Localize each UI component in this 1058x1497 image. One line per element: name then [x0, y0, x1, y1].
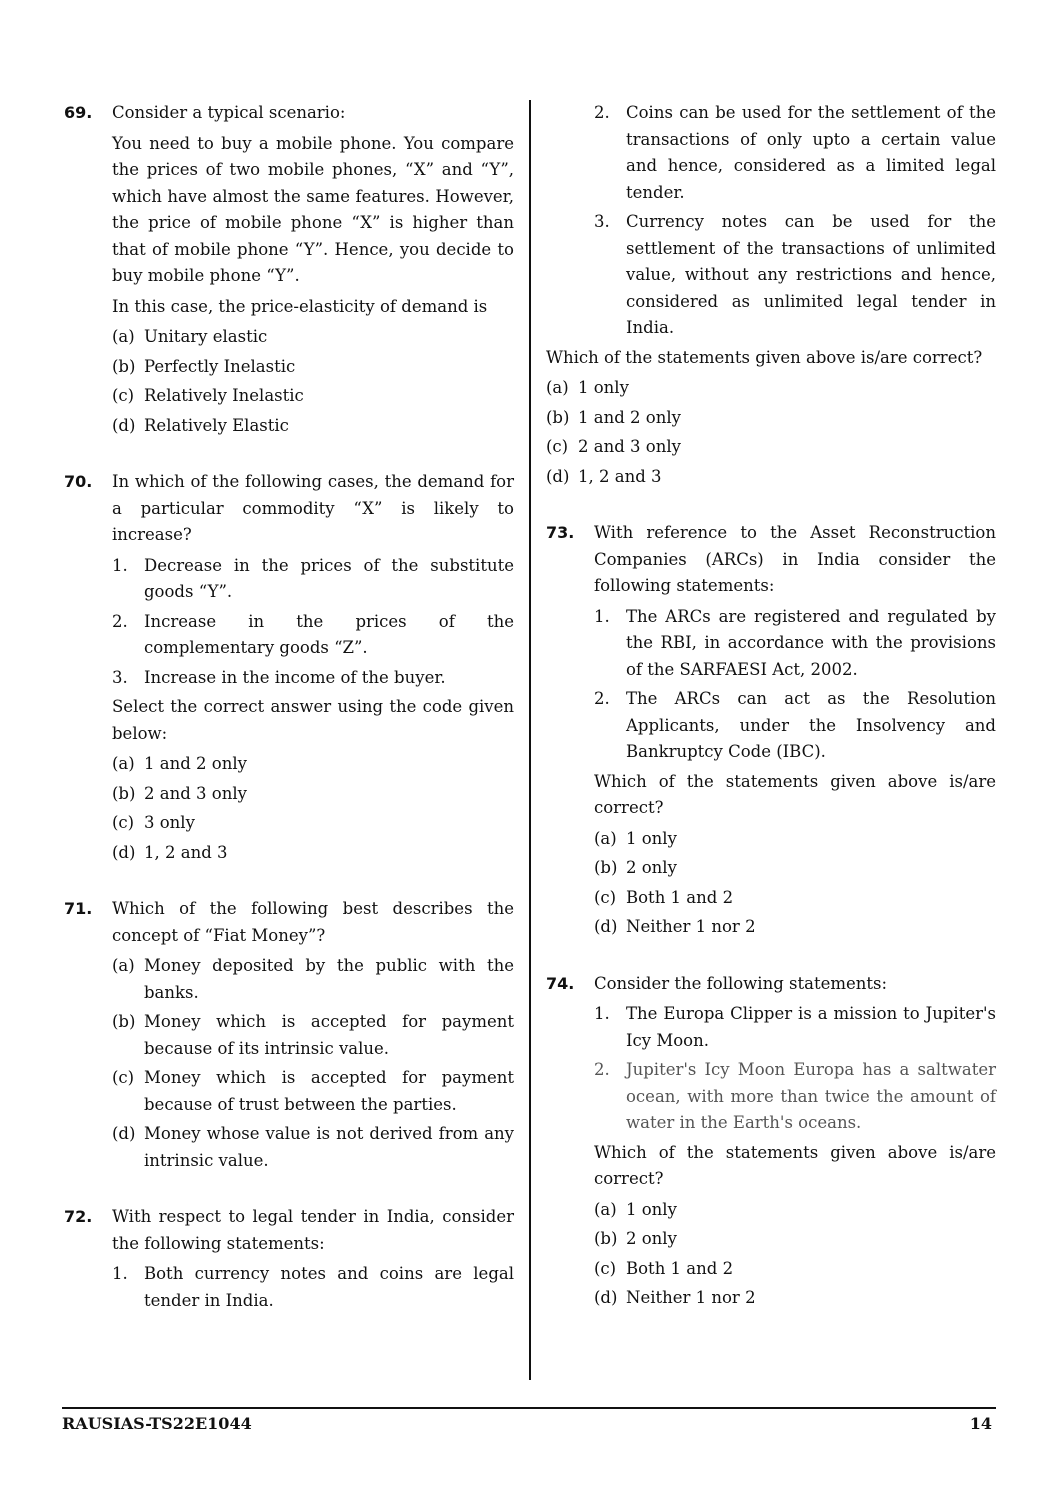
- option-label: (c): [594, 887, 617, 907]
- statement-label: 1.: [112, 1264, 128, 1283]
- option-label: (b): [112, 356, 136, 376]
- option-d[interactable]: [112, 413, 514, 440]
- question-number: 73.: [546, 523, 575, 542]
- footer-rule: [62, 1407, 996, 1409]
- option-text: 1 only: [626, 828, 677, 848]
- statement-label: 1.: [112, 555, 128, 575]
- statement-2: [594, 1057, 996, 1137]
- statement-label: 3.: [594, 212, 610, 231]
- option-text: Money which is accepted for payment because of trust between the parties.: [144, 1068, 514, 1114]
- option-text: Money deposited by the public with the banks.: [144, 956, 514, 1002]
- option-b[interactable]: [112, 781, 514, 808]
- statement-label: 2.: [594, 103, 610, 122]
- statement-text: Increase in the income of the buyer.: [144, 667, 446, 687]
- option-a[interactable]: [594, 826, 996, 853]
- option-c[interactable]: [112, 810, 514, 837]
- option-label: (d): [112, 842, 136, 862]
- question-number: 69.: [64, 103, 93, 122]
- statement-text: The ARCs are registered and regulated by the RBI, in accordance with the provisions of the SARFAESI Act, 2002.: [626, 606, 996, 679]
- option-label: (c): [112, 1068, 135, 1087]
- option-b[interactable]: [112, 354, 514, 381]
- question-instruction: Which of the statements given above is/are correct?: [594, 1142, 996, 1188]
- option-label: (a): [112, 327, 135, 346]
- question-71: [64, 896, 514, 1174]
- option-label: (d): [546, 466, 570, 486]
- option-text: Neither 1 nor 2: [626, 1288, 756, 1307]
- statement-2: [112, 609, 514, 662]
- option-d[interactable]: [546, 464, 996, 491]
- option-text: 1, 2 and 3: [578, 466, 662, 486]
- statement-text: Currency notes can be used for the settlement of the transactions of unlimited value, without any restrictions and hence, considered as unlimited legal tender in India.: [626, 212, 996, 337]
- option-d[interactable]: [594, 1285, 996, 1312]
- option-a[interactable]: [112, 324, 514, 351]
- question-69: [64, 100, 514, 439]
- statement-2: [594, 100, 996, 206]
- option-label: (a): [112, 754, 135, 773]
- option-a[interactable]: [546, 375, 996, 402]
- question-instruction: Which of the statements given above is/are correct?: [546, 347, 983, 367]
- option-b[interactable]: [546, 405, 996, 432]
- statement-label: 2.: [112, 611, 128, 631]
- question-instruction: Which of the statements given above is/are correct?: [594, 771, 996, 817]
- option-label: (a): [594, 828, 617, 848]
- question-scenario: You need to buy a mobile phone. You compare the prices of two mobile phones, “X” and “Y”, which have almost the same features. However, the price of mobile phone “X” is higher than that of mobile phone “Y”. Hence, you decide to buy mobile phone “Y”.: [112, 133, 514, 285]
- question-stem: With reference to the Asset Reconstruction Companies (ARCs) in India consider the following statements:: [594, 523, 996, 595]
- test-code: RAUSIAS-TS22E1044: [62, 1414, 252, 1433]
- statement-text: Jupiter's Icy Moon Europa has a saltwater ocean, with more than twice the amount of water in the Earth's oceans.: [626, 1060, 996, 1132]
- option-text: Both 1 and 2: [626, 1258, 734, 1278]
- option-c[interactable]: [594, 885, 996, 912]
- option-label: (d): [594, 917, 618, 936]
- right-column: [546, 100, 996, 1315]
- option-text: 1 and 2 only: [578, 407, 681, 427]
- statement-3: [112, 665, 514, 692]
- statement-label: 2.: [594, 1060, 610, 1079]
- option-label: (b): [546, 407, 570, 427]
- question-prompt: In this case, the price-elasticity of demand is: [112, 296, 488, 316]
- question-72: [64, 1204, 514, 1314]
- statement-label: 3.: [112, 667, 128, 687]
- question-instruction: Select the correct answer using the code given below:: [112, 697, 514, 743]
- option-label: (c): [112, 386, 135, 405]
- statement-1: [594, 604, 996, 684]
- statement-text: The Europa Clipper is a mission to Jupiter's Icy Moon.: [626, 1004, 996, 1050]
- statement-1: [594, 1001, 996, 1054]
- option-text: 2 only: [626, 858, 677, 877]
- option-text: 2 only: [626, 1229, 677, 1248]
- option-d[interactable]: [594, 914, 996, 941]
- statement-label: 1.: [594, 1004, 610, 1023]
- question-70: [64, 469, 514, 866]
- option-label: (b): [594, 858, 618, 877]
- statement-label: 1.: [594, 606, 610, 626]
- option-b[interactable]: [594, 855, 996, 882]
- option-label: (b): [594, 1229, 618, 1248]
- option-b[interactable]: [594, 1226, 996, 1253]
- option-c[interactable]: [594, 1256, 996, 1283]
- option-text: Money whose value is not derived from any intrinsic value.: [144, 1124, 514, 1170]
- option-a[interactable]: [112, 953, 514, 1006]
- option-text: Relatively Inelastic: [144, 386, 304, 405]
- option-label: (c): [112, 813, 135, 832]
- option-label: (a): [546, 378, 569, 397]
- statement-1: [112, 1261, 514, 1314]
- question-72-continued: [546, 100, 996, 490]
- question-number: 70.: [64, 472, 93, 491]
- question-number: 72.: [64, 1207, 93, 1226]
- option-c[interactable]: [546, 434, 996, 461]
- question-stem: In which of the following cases, the demand for a particular commodity “X” is likely to increase?: [112, 472, 514, 544]
- page-number: 14: [969, 1414, 992, 1433]
- question-stem: With respect to legal tender in India, consider the following statements:: [112, 1207, 514, 1253]
- column-divider: [529, 100, 531, 1380]
- statement-label: 2.: [594, 689, 610, 708]
- option-c[interactable]: [112, 1065, 514, 1118]
- option-text: 1 only: [626, 1199, 677, 1219]
- option-a[interactable]: [594, 1197, 996, 1224]
- question-74: [546, 971, 996, 1312]
- question-stem: Which of the following best describes the concept of “Fiat Money”?: [112, 899, 514, 945]
- option-d[interactable]: [112, 1121, 514, 1174]
- option-label: (b): [112, 1012, 136, 1031]
- option-label: (c): [594, 1258, 617, 1278]
- option-c[interactable]: [112, 383, 514, 410]
- question-number: 71.: [64, 899, 93, 918]
- option-label: (d): [112, 1124, 136, 1143]
- option-label: (d): [594, 1288, 618, 1307]
- option-text: 1 only: [578, 378, 629, 397]
- left-column: [64, 100, 514, 1317]
- option-a[interactable]: [112, 751, 514, 778]
- option-text: Perfectly Inelastic: [144, 356, 296, 376]
- option-label: (a): [594, 1199, 617, 1219]
- option-text: 2 and 3 only: [578, 437, 681, 456]
- question-73: [546, 520, 996, 941]
- question-stem: Consider the following statements:: [594, 973, 888, 993]
- statement-3: [594, 209, 996, 342]
- statement-text: Increase in the prices of the complementary goods “Z”.: [144, 611, 514, 657]
- option-text: Relatively Elastic: [144, 415, 289, 435]
- option-text: Both 1 and 2: [626, 887, 734, 907]
- option-label: (c): [546, 437, 569, 456]
- option-label: (d): [112, 415, 136, 435]
- option-text: 1, 2 and 3: [144, 842, 228, 862]
- statement-1: [112, 553, 514, 606]
- statement-text: Coins can be used for the settlement of the transactions of only upto a certain value and hence, considered as a limited legal tender.: [626, 103, 996, 202]
- option-text: Neither 1 nor 2: [626, 917, 756, 936]
- option-text: Money which is accepted for payment because of its intrinsic value.: [144, 1012, 514, 1058]
- option-text: Unitary elastic: [144, 327, 268, 346]
- question-stem: Consider a typical scenario:: [112, 103, 346, 122]
- option-text: 1 and 2 only: [144, 754, 247, 773]
- question-number: 74.: [546, 973, 575, 993]
- option-b[interactable]: [112, 1009, 514, 1062]
- option-text: 2 and 3 only: [144, 783, 247, 803]
- statement-text: The ARCs can act as the Resolution Applicants, under the Insolvency and Bankruptcy Code (IBC).: [626, 689, 996, 761]
- option-label: (b): [112, 783, 136, 803]
- option-label: (a): [112, 956, 135, 975]
- option-text: 3 only: [144, 813, 195, 832]
- statement-text: Decrease in the prices of the substitute goods “Y”.: [144, 555, 514, 601]
- statement-text: Both currency notes and coins are legal tender in India.: [144, 1264, 514, 1310]
- statement-2: [594, 686, 996, 766]
- option-d[interactable]: [112, 840, 514, 867]
